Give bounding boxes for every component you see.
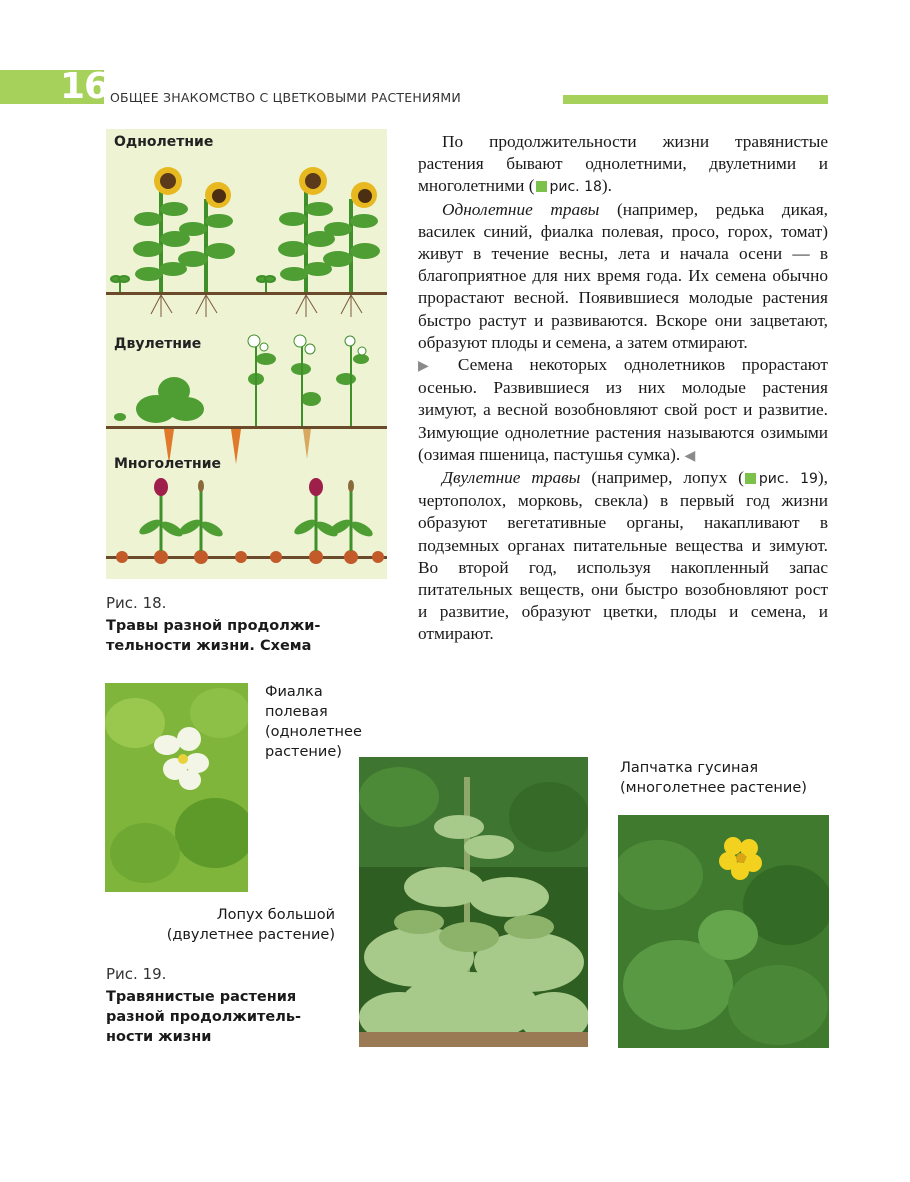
back-arrow-icon: ◀	[684, 447, 696, 464]
photo-field-violet	[105, 683, 248, 892]
photo-label-violet	[265, 682, 362, 762]
paragraph-4-end: ), чертополох, морковь, свекла) в первый год жизни образуют вегетативные органы, накапливают в подземных органах питательные вещества и зимуют. Во второй год, используя накопленный запас питательных веществ, они быстро возобновляют рост и развитие, образуют цветки, плоды и семена, и отмирают.	[418, 468, 828, 644]
row-label-biennials: Двулетние	[114, 336, 202, 352]
paragraph-3	[418, 354, 828, 467]
label-line: растение)	[265, 744, 342, 760]
figure-19-title	[106, 987, 346, 1047]
photo-silverweed	[618, 815, 829, 1048]
label-line: (двулетнее растение)	[166, 927, 335, 943]
label-line: Лапчатка гусиная	[620, 760, 759, 776]
violet-photo-image	[105, 683, 248, 892]
label-line: Фиалка	[265, 684, 323, 700]
figure-19-reference[interactable]: рис. 19	[758, 471, 818, 488]
scheme-illustration	[106, 129, 387, 579]
paragraph-1-text: По продолжительности жизни травянистые растения бывают однолетними, двулетними и многолетними (	[418, 132, 828, 196]
silverweed-photo-image	[618, 815, 829, 1048]
figure-18-number: Рис. 18.	[106, 594, 167, 612]
paragraph-4	[418, 467, 828, 646]
body-text	[418, 131, 828, 646]
figure-18-reference[interactable]: рис. 18	[549, 179, 602, 196]
row-label-perennials: Многолетние	[114, 456, 221, 472]
label-line: Лопух большой	[216, 907, 335, 923]
burdock-photo-image	[359, 757, 588, 1047]
term-annual-herbs: Однолетние травы	[442, 199, 600, 219]
photo-label-burdock	[130, 905, 335, 945]
paragraph-2	[418, 199, 828, 354]
paragraph-3-text: Семена некоторых однолетников прорастают осенью. Развившиеся из них молодые растения зимуют, а весной возобновляют свой рост и развитие. Зимующие однолетние растения называются озимыми (озимая пшеница, пастушья сумка).	[418, 355, 828, 464]
page-number: 16	[60, 66, 109, 107]
figure-19-number: Рис. 19.	[106, 965, 167, 983]
paragraph-1-end: ).	[601, 176, 612, 196]
paragraph-1	[418, 131, 828, 199]
figure-18-scheme	[106, 129, 387, 579]
reference-square-icon	[536, 181, 547, 192]
figure-19-title-line: ности жизни	[106, 1029, 212, 1045]
label-line: (однолетнее	[265, 724, 362, 740]
photo-label-silverweed	[620, 758, 807, 798]
figure-18-title	[106, 616, 396, 656]
figure-18-title-line: тельности жизни. Схема	[106, 638, 312, 654]
paragraph-4-text: (например, лопух (	[580, 468, 744, 488]
chapter-title: ОБЩЕЕ ЗНАКОМСТВО С ЦВЕТКОВЫМИ РАСТЕНИЯМИ	[110, 90, 461, 105]
play-arrow-icon: ▶	[418, 358, 442, 375]
header-rule	[563, 95, 828, 104]
paragraph-2-text: (например, редька дикая, василек синий, фиалка полевая, просо, горох, томат) живут в течение весны, лета и начала осени — в благоприятное для них время года. Их семена обычно прорастают весной. Появившиеся молодые растения быстро растут и развиваются. Вскоре они зацветают, образуют плоды и семена, а затем отмирают.	[418, 199, 828, 352]
reference-square-icon	[745, 473, 756, 484]
figure-19-title-line: разной продолжитель-	[106, 1009, 302, 1025]
photo-burdock	[359, 757, 588, 1047]
label-line: (многолетнее растение)	[620, 780, 807, 796]
term-biennial-herbs: Двулетние травы	[442, 468, 581, 488]
row-label-annuals: Однолетние	[114, 134, 214, 150]
figure-18-title-line: Травы разной продолжи-	[106, 618, 321, 634]
label-line: полевая	[265, 704, 328, 720]
figure-19-title-line: Травянистые растения	[106, 989, 297, 1005]
